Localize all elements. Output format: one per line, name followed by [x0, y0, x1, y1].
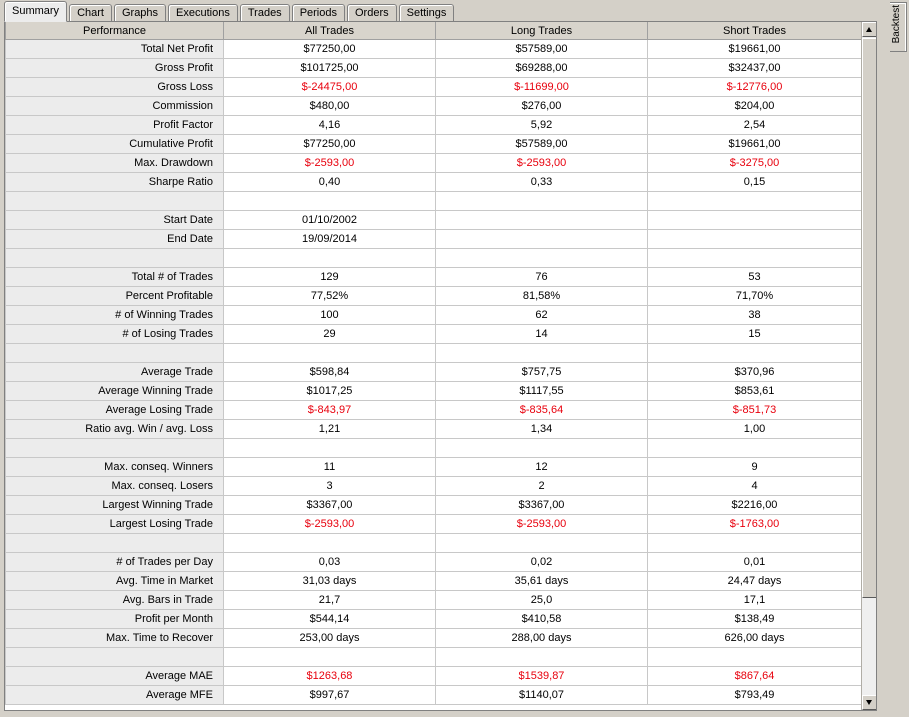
row-value: 253,00 days — [224, 629, 436, 648]
row-value: 15 — [648, 325, 862, 344]
row-value: 62 — [436, 306, 648, 325]
row-value — [224, 249, 436, 268]
row-value: 0,15 — [648, 173, 862, 192]
row-value: 35,61 days — [436, 572, 648, 591]
chevron-down-icon — [866, 700, 872, 705]
row-label: Max. Time to Recover — [6, 629, 224, 648]
table-row — [6, 154, 862, 173]
row-value: $1263,68 — [224, 667, 436, 686]
row-value: 31,03 days — [224, 572, 436, 591]
row-value — [436, 211, 648, 230]
table-header-row — [6, 22, 862, 40]
row-value — [224, 344, 436, 363]
tab-settings[interactable]: Settings — [399, 4, 455, 22]
summary-table — [5, 22, 861, 705]
row-value: 288,00 days — [436, 629, 648, 648]
table-spacer-row — [6, 534, 862, 553]
table-row — [6, 173, 862, 192]
row-value: $69288,00 — [436, 59, 648, 78]
table-row — [6, 116, 862, 135]
row-value: 3 — [224, 477, 436, 496]
row-label: Max. conseq. Losers — [6, 477, 224, 496]
scroll-down-button[interactable] — [862, 695, 877, 710]
row-label: End Date — [6, 230, 224, 249]
row-value: 53 — [648, 268, 862, 287]
table-spacer-row — [6, 344, 862, 363]
row-value — [648, 648, 862, 667]
row-value: 100 — [224, 306, 436, 325]
row-value — [648, 534, 862, 553]
row-label: Gross Loss — [6, 78, 224, 97]
row-value — [436, 192, 648, 211]
table-row — [6, 287, 862, 306]
column-header-1[interactable]: All Trades — [224, 22, 436, 40]
table-row — [6, 135, 862, 154]
table-row — [6, 40, 862, 59]
row-label: Commission — [6, 97, 224, 116]
chevron-up-icon — [866, 27, 872, 32]
row-value: $32437,00 — [648, 59, 862, 78]
row-value: $-1763,00 — [648, 515, 862, 534]
row-label — [6, 249, 224, 268]
row-value: $3367,00 — [224, 496, 436, 515]
tab-chart[interactable]: Chart — [69, 4, 112, 22]
row-value: 21,7 — [224, 591, 436, 610]
row-value: $867,64 — [648, 667, 862, 686]
row-value: $-3275,00 — [648, 154, 862, 173]
row-label: # of Winning Trades — [6, 306, 224, 325]
row-value — [224, 192, 436, 211]
tab-executions[interactable]: Executions — [168, 4, 238, 22]
row-value: $1539,87 — [436, 667, 648, 686]
row-value: $480,00 — [224, 97, 436, 116]
table-row — [6, 420, 862, 439]
row-value: $793,49 — [648, 686, 862, 705]
row-value: $598,84 — [224, 363, 436, 382]
row-value: 77,52% — [224, 287, 436, 306]
row-label: Gross Profit — [6, 59, 224, 78]
table-row — [6, 382, 862, 401]
row-value: 76 — [436, 268, 648, 287]
row-value: 129 — [224, 268, 436, 287]
column-header-0[interactable]: Performance — [6, 22, 224, 40]
row-value: 0,03 — [224, 553, 436, 572]
table-row — [6, 401, 862, 420]
row-value: $2216,00 — [648, 496, 862, 515]
row-value: 12 — [436, 458, 648, 477]
row-value: 81,58% — [436, 287, 648, 306]
row-value: $19661,00 — [648, 40, 862, 59]
row-label: Largest Losing Trade — [6, 515, 224, 534]
table-spacer-row — [6, 648, 862, 667]
tab-trades[interactable]: Trades — [240, 4, 290, 22]
table-row — [6, 363, 862, 382]
table-row — [6, 97, 862, 116]
row-label — [6, 648, 224, 667]
table-spacer-row — [6, 192, 862, 211]
row-value: 71,70% — [648, 287, 862, 306]
summary-grid-wrap — [5, 22, 861, 710]
column-header-2[interactable]: Long Trades — [436, 22, 648, 40]
row-value — [436, 534, 648, 553]
row-value: 5,92 — [436, 116, 648, 135]
row-value: $1017,25 — [224, 382, 436, 401]
row-value: 19/09/2014 — [224, 230, 436, 249]
row-value: $-2593,00 — [224, 154, 436, 173]
row-value: $853,61 — [648, 382, 862, 401]
row-value: $57589,00 — [436, 40, 648, 59]
row-value: 11 — [224, 458, 436, 477]
row-value — [436, 230, 648, 249]
scrollbar-thumb[interactable] — [862, 38, 877, 598]
row-value: 0,01 — [648, 553, 862, 572]
table-row — [6, 325, 862, 344]
vertical-scrollbar[interactable] — [861, 22, 876, 710]
row-label: Average MAE — [6, 667, 224, 686]
row-value: 2 — [436, 477, 648, 496]
row-value — [648, 344, 862, 363]
row-value: 2,54 — [648, 116, 862, 135]
row-value: $276,00 — [436, 97, 648, 116]
table-row — [6, 610, 862, 629]
table-row — [6, 496, 862, 515]
tab-periods[interactable]: Periods — [292, 4, 345, 22]
row-value — [648, 192, 862, 211]
row-label: Cumulative Profit — [6, 135, 224, 154]
row-value: $-11699,00 — [436, 78, 648, 97]
side-tab-label: Backtest — [891, 5, 902, 44]
table-row — [6, 667, 862, 686]
row-value: 14 — [436, 325, 648, 344]
row-value: $1117,55 — [436, 382, 648, 401]
table-row — [6, 458, 862, 477]
row-label: Profit Factor — [6, 116, 224, 135]
column-header-3[interactable]: Short Trades — [648, 22, 862, 40]
row-label: Ratio avg. Win / avg. Loss — [6, 420, 224, 439]
row-value: 17,1 — [648, 591, 862, 610]
row-value: $138,49 — [648, 610, 862, 629]
row-value: $1140,07 — [436, 686, 648, 705]
row-label: Max. conseq. Winners — [6, 458, 224, 477]
row-value — [224, 648, 436, 667]
table-spacer-row — [6, 439, 862, 458]
row-value — [436, 344, 648, 363]
row-value: $-2593,00 — [436, 154, 648, 173]
row-label: Average Winning Trade — [6, 382, 224, 401]
row-value: $-835,64 — [436, 401, 648, 420]
row-value: 1,00 — [648, 420, 862, 439]
row-value: $370,96 — [648, 363, 862, 382]
row-value: $-851,73 — [648, 401, 862, 420]
row-value: 38 — [648, 306, 862, 325]
table-row — [6, 211, 862, 230]
row-value: $410,58 — [436, 610, 648, 629]
row-label: Max. Drawdown — [6, 154, 224, 173]
row-label: Profit per Month — [6, 610, 224, 629]
row-value — [224, 439, 436, 458]
row-label: # of Trades per Day — [6, 553, 224, 572]
tab-summary[interactable]: Summary — [4, 1, 67, 22]
row-value: 9 — [648, 458, 862, 477]
table-row — [6, 230, 862, 249]
row-value: 1,34 — [436, 420, 648, 439]
row-value: $204,00 — [648, 97, 862, 116]
table-row — [6, 591, 862, 610]
row-value: 0,33 — [436, 173, 648, 192]
row-value — [648, 230, 862, 249]
row-value: $-2593,00 — [224, 515, 436, 534]
row-value: 626,00 days — [648, 629, 862, 648]
row-label: Average Losing Trade — [6, 401, 224, 420]
row-label: Avg. Bars in Trade — [6, 591, 224, 610]
table-row — [6, 515, 862, 534]
table-row — [6, 306, 862, 325]
row-value: 1,21 — [224, 420, 436, 439]
table-row — [6, 629, 862, 648]
table-row — [6, 686, 862, 705]
row-value — [224, 534, 436, 553]
row-value: $757,75 — [436, 363, 648, 382]
table-row — [6, 59, 862, 78]
row-label: Start Date — [6, 211, 224, 230]
row-value: $77250,00 — [224, 40, 436, 59]
row-label: Total Net Profit — [6, 40, 224, 59]
row-value: $-12776,00 — [648, 78, 862, 97]
row-label — [6, 192, 224, 211]
table-row — [6, 572, 862, 591]
tab-orders[interactable]: Orders — [347, 4, 397, 22]
scroll-up-button[interactable] — [862, 22, 877, 37]
row-value — [436, 249, 648, 268]
row-value: 4 — [648, 477, 862, 496]
row-value: $57589,00 — [436, 135, 648, 154]
row-value: 01/10/2002 — [224, 211, 436, 230]
row-value: 25,0 — [436, 591, 648, 610]
table-row — [6, 553, 862, 572]
row-value: $544,14 — [224, 610, 436, 629]
row-value: $77250,00 — [224, 135, 436, 154]
table-row — [6, 477, 862, 496]
row-value: $997,67 — [224, 686, 436, 705]
side-tab-backtest[interactable] — [890, 2, 907, 52]
row-label: Largest Winning Trade — [6, 496, 224, 515]
row-label: Average MFE — [6, 686, 224, 705]
row-value: 0,40 — [224, 173, 436, 192]
row-value — [648, 249, 862, 268]
row-value: $-843,97 — [224, 401, 436, 420]
row-value: $101725,00 — [224, 59, 436, 78]
row-label: Sharpe Ratio — [6, 173, 224, 192]
row-value: $3367,00 — [436, 496, 648, 515]
row-value: 29 — [224, 325, 436, 344]
row-label: Percent Profitable — [6, 287, 224, 306]
tab-strip — [4, 2, 454, 22]
row-label: Total # of Trades — [6, 268, 224, 287]
row-label — [6, 439, 224, 458]
row-value: $-24475,00 — [224, 78, 436, 97]
tab-graphs[interactable]: Graphs — [114, 4, 166, 22]
row-value — [648, 211, 862, 230]
row-label: Avg. Time in Market — [6, 572, 224, 591]
row-label: Average Trade — [6, 363, 224, 382]
row-value — [436, 648, 648, 667]
table-row — [6, 268, 862, 287]
row-value: $-2593,00 — [436, 515, 648, 534]
row-value: 0,02 — [436, 553, 648, 572]
row-label — [6, 534, 224, 553]
table-spacer-row — [6, 249, 862, 268]
row-label: # of Losing Trades — [6, 325, 224, 344]
row-value — [436, 439, 648, 458]
row-value — [648, 439, 862, 458]
row-value: 4,16 — [224, 116, 436, 135]
row-value: $19661,00 — [648, 135, 862, 154]
summary-panel — [4, 21, 877, 711]
row-value: 24,47 days — [648, 572, 862, 591]
row-label — [6, 344, 224, 363]
table-row — [6, 78, 862, 97]
